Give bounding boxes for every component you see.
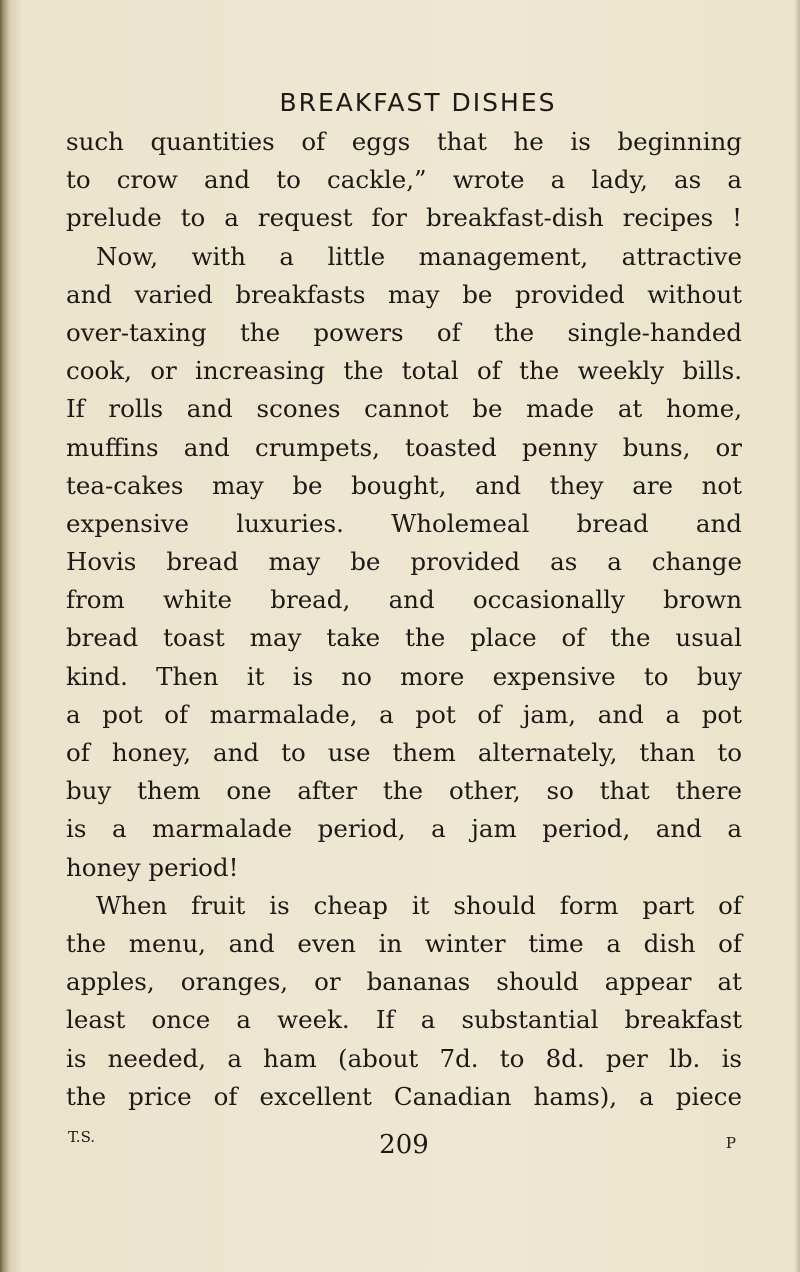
text-line: least once a week. If a substantial breakfast: [66, 1005, 742, 1035]
text-line: Now, with a little management, attractive: [96, 241, 742, 271]
text-line: When fruit is cheap it should form part of: [96, 890, 742, 920]
body-text: [66, 123, 742, 1116]
text-line: such quantities of eggs that he is beginning: [66, 127, 742, 156]
signature-letter: P: [725, 1134, 736, 1152]
text-line: prelude to a request for breakfast-dish recipes !: [66, 203, 742, 233]
text-line: buy them one after the other, so that there: [66, 776, 742, 806]
text-line: the price of excellent Canadian hams), a piece: [66, 1081, 742, 1111]
page-number: 209: [379, 1130, 429, 1160]
text-line: bread toast may take the place of the usual: [66, 623, 742, 653]
text-line: apples, oranges, or bananas should appear at: [66, 967, 742, 997]
text-line: the menu, and even in winter time a dish of: [66, 928, 742, 958]
text-line: honey period!: [66, 852, 239, 882]
text-line: expensive luxuries. Wholemeal bread and: [66, 508, 742, 538]
text-line: and varied breakfasts may be provided without: [66, 279, 742, 309]
text-line: kind. Then it is no more expensive to buy: [66, 661, 742, 691]
text-line: over-taxing the powers of the single-handed: [66, 317, 742, 347]
text-line: Hovis bread may be provided as a change: [66, 547, 742, 577]
text-line: of honey, and to use them alternately, than to: [66, 738, 742, 767]
text-line: If rolls and scones cannot be made at home,: [66, 394, 742, 424]
page-footer: [66, 1128, 742, 1162]
page-edge: [794, 0, 800, 1272]
text-line: is needed, a ham (about 7d. to 8d. per lb. is: [66, 1043, 742, 1073]
text-line: is a marmalade period, a jam period, and a: [66, 814, 742, 844]
text-line: cook, or increasing the total of the weekly bills.: [66, 356, 742, 386]
text-line: from white bread, and occasionally brown: [66, 585, 742, 615]
running-head: BREAKFAST DISHES: [279, 88, 557, 117]
signature-mark: T.S.: [68, 1128, 96, 1146]
text-line: muffins and crumpets, toasted penny buns, or: [66, 432, 742, 462]
text-line: to crow and to cackle,” wrote a lady, as a: [66, 165, 742, 195]
text-line: a pot of marmalade, a pot of jam, and a pot: [66, 699, 742, 729]
text-line: tea-cakes may be bought, and they are not: [66, 470, 742, 500]
